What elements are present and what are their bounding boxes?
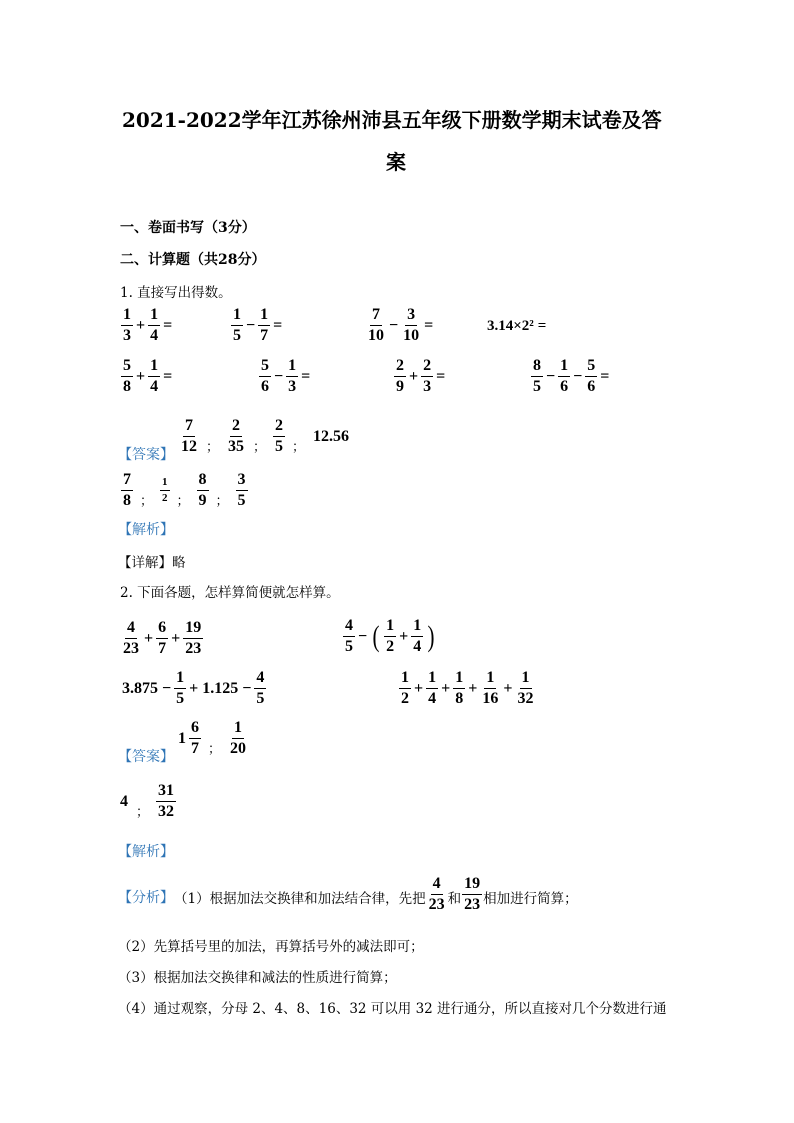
numerator: 4 xyxy=(125,620,137,639)
denominator: 5 xyxy=(237,492,246,509)
denominator: 2 xyxy=(162,492,168,504)
denominator: 8 xyxy=(123,492,131,509)
denominator: 6 xyxy=(261,378,269,395)
numerator: 1 xyxy=(258,307,270,326)
operator: = xyxy=(273,316,283,334)
operator: 4 xyxy=(120,792,128,810)
fraction xyxy=(121,307,133,344)
numerator: 1 xyxy=(484,670,496,689)
numerator: 4 xyxy=(254,670,266,689)
separator: ； xyxy=(208,741,222,756)
detail-text: 【详解】略 xyxy=(118,555,186,571)
fraction xyxy=(254,670,266,707)
fraction xyxy=(585,358,597,395)
q2-answer-row1 xyxy=(176,720,249,757)
operator: = xyxy=(424,316,434,334)
fraction xyxy=(399,670,411,707)
denominator: 16 xyxy=(482,690,499,707)
separator: ； xyxy=(292,439,306,454)
denominator: 7 xyxy=(191,740,199,757)
numerator: 1 xyxy=(148,358,160,377)
separator: ； xyxy=(253,439,267,454)
operator: + xyxy=(144,629,154,647)
operator: − xyxy=(242,679,252,697)
denominator: 10 xyxy=(403,327,420,344)
numerator: 3 xyxy=(236,472,248,491)
q1-expr xyxy=(393,358,447,395)
q1-expr xyxy=(258,358,312,395)
separator: ； xyxy=(215,493,229,508)
numerator: 1 xyxy=(399,670,411,689)
numerator: 1 xyxy=(231,307,243,326)
numerator: 2 xyxy=(273,418,285,437)
fraction xyxy=(426,876,448,913)
numerator: 7 xyxy=(121,472,133,491)
numerator: 3 xyxy=(405,307,417,326)
operator: = xyxy=(301,367,311,385)
fenxi-text: 相加进行简算； xyxy=(483,891,578,907)
fraction xyxy=(366,307,386,344)
fraction xyxy=(286,358,298,395)
numerator: 19 xyxy=(462,876,482,895)
q1-expr xyxy=(120,307,174,344)
fraction xyxy=(453,670,465,707)
operator: 12.56 xyxy=(313,427,350,445)
fraction xyxy=(516,670,536,707)
fenxi-line: （2）先算括号里的加法，再算括号外的减法即可； xyxy=(118,939,424,955)
numerator: 4 xyxy=(431,876,443,895)
operator: − xyxy=(358,627,368,645)
fraction xyxy=(160,477,170,504)
section-1-heading: 一、卷面书写（3分） xyxy=(120,220,256,236)
fenxi-line1 xyxy=(118,875,578,913)
fraction xyxy=(189,720,201,757)
denominator: 7 xyxy=(158,640,167,657)
operator: = xyxy=(600,367,610,385)
denominator: 6 xyxy=(560,378,569,395)
denominator: 4 xyxy=(413,638,422,655)
title-line2: 案 xyxy=(386,150,406,174)
numerator: 6 xyxy=(156,620,168,639)
fraction xyxy=(480,670,500,707)
q1-answer-row1 xyxy=(178,418,351,455)
denominator: 8 xyxy=(455,690,464,707)
numerator: 2 xyxy=(230,418,242,437)
numerator: 1 xyxy=(558,358,570,377)
q2-expr xyxy=(120,670,267,707)
fenxi-line: （4）通过观察，分母 2、4、8、16、32 可以用 32 进行通分，所以直接对几个分数进行通 xyxy=(118,1001,667,1017)
numerator: 5 xyxy=(121,358,133,377)
operator: − xyxy=(389,316,399,334)
denominator: 4 xyxy=(150,327,159,344)
q2-prompt: 2. 下面各题，怎样算简便就怎样算。 xyxy=(120,585,340,601)
denominator: 4 xyxy=(150,378,159,395)
denominator: 5 xyxy=(256,690,265,707)
operator: + xyxy=(171,629,181,647)
numerator: 1 xyxy=(520,670,532,689)
fraction xyxy=(258,307,270,344)
fraction xyxy=(394,358,406,395)
numerator: 7 xyxy=(370,307,382,326)
analysis-label: 【解析】 xyxy=(118,844,174,860)
fraction xyxy=(174,670,186,707)
denominator: 3 xyxy=(423,378,432,395)
numerator: 2 xyxy=(421,358,433,377)
fraction xyxy=(558,358,570,395)
fraction xyxy=(156,783,176,820)
numerator: 1 xyxy=(174,670,186,689)
numerator: 5 xyxy=(585,358,597,377)
numerator: 19 xyxy=(183,620,203,639)
denominator: 20 xyxy=(230,740,247,757)
operator: + xyxy=(136,316,146,334)
operator: + xyxy=(441,679,451,697)
numerator: 8 xyxy=(197,472,209,491)
numerator: 1 xyxy=(121,307,133,326)
numerator: 1 xyxy=(232,720,244,739)
denominator: 5 xyxy=(345,638,353,655)
separator: ； xyxy=(140,493,154,508)
numerator: 1 xyxy=(426,670,438,689)
answer-label: 【答案】 xyxy=(118,447,174,463)
denominator: 9 xyxy=(396,378,404,395)
denominator: 6 xyxy=(587,378,596,395)
denominator: 32 xyxy=(517,690,534,707)
operator: + xyxy=(503,679,513,697)
fraction xyxy=(148,307,160,344)
fraction xyxy=(197,472,209,509)
denominator: 35 xyxy=(228,438,245,455)
operator: − xyxy=(274,367,284,385)
fraction xyxy=(426,670,438,707)
denominator: 2 xyxy=(386,638,395,655)
fraction xyxy=(461,876,483,913)
q1-answer-row2 xyxy=(120,472,249,509)
denominator: 23 xyxy=(428,896,445,913)
denominator: 3 xyxy=(123,327,131,344)
operator: = xyxy=(537,318,547,334)
denominator: 23 xyxy=(185,640,202,657)
operator: − xyxy=(573,367,583,385)
section-2-heading: 二、计算题（共28分） xyxy=(120,252,266,268)
numerator: 1 xyxy=(286,358,298,377)
numerator: 31 xyxy=(156,783,176,802)
fraction xyxy=(531,358,543,395)
fraction xyxy=(427,876,447,913)
q2-expr xyxy=(398,670,537,707)
fraction xyxy=(401,307,421,344)
fraction xyxy=(343,618,355,655)
fraction xyxy=(148,358,160,395)
fraction xyxy=(421,358,433,395)
denominator: 2 xyxy=(401,690,409,707)
title-line1: 2021-2022学年江苏徐州沛县五年级下册数学期末试卷及答 xyxy=(122,108,662,132)
operator: + xyxy=(414,679,424,697)
denominator: 8 xyxy=(123,378,131,395)
operator: − xyxy=(546,367,556,385)
q1-expr xyxy=(230,307,284,344)
fraction xyxy=(228,720,248,757)
analysis-label: 【解析】 xyxy=(118,522,174,538)
denominator: 5 xyxy=(176,690,185,707)
fraction xyxy=(259,358,271,395)
denominator: 23 xyxy=(123,640,139,657)
numerator: 1 xyxy=(453,670,465,689)
q1-expr xyxy=(365,307,435,344)
denominator: 9 xyxy=(198,492,207,509)
fraction xyxy=(236,472,248,509)
operator: + xyxy=(189,679,199,697)
numerator: 7 xyxy=(183,418,195,437)
q1-expr xyxy=(485,318,548,335)
numerator: 1 xyxy=(148,307,160,326)
q1-expr xyxy=(120,358,174,395)
operator: = xyxy=(163,316,173,334)
q2-expr xyxy=(120,620,204,657)
fraction xyxy=(231,307,243,344)
fraction xyxy=(121,620,141,657)
fraction xyxy=(179,418,199,455)
operator: + xyxy=(468,679,478,697)
operator: − xyxy=(162,679,172,697)
fenxi-text: 和 xyxy=(447,891,462,907)
numerator: 2 xyxy=(394,358,406,377)
q2-expr xyxy=(342,618,438,655)
fraction xyxy=(226,418,246,455)
separator: ； xyxy=(176,493,190,508)
denominator: 3 xyxy=(288,378,297,395)
denominator: 5 xyxy=(533,378,541,395)
fraction xyxy=(411,618,423,655)
operator: − xyxy=(246,316,256,334)
numerator: 5 xyxy=(259,358,271,377)
separator: ； xyxy=(136,804,150,819)
fraction xyxy=(273,418,285,455)
separator: ； xyxy=(206,439,220,454)
operator: + xyxy=(399,627,409,645)
fraction xyxy=(183,620,203,657)
denominator: 12 xyxy=(181,438,197,455)
denominator: 4 xyxy=(428,690,437,707)
fraction xyxy=(121,472,133,509)
numerator: 8 xyxy=(531,358,543,377)
fenxi-label: 【分析】 xyxy=(118,890,174,906)
operator: ( xyxy=(372,619,380,653)
operator: 3.875 xyxy=(122,679,158,697)
fraction xyxy=(156,620,168,657)
operator: 1 xyxy=(178,729,186,747)
operator: 3.14×2² xyxy=(487,318,534,334)
numerator: 4 xyxy=(343,618,355,637)
operator: ) xyxy=(427,619,435,653)
numerator: 6 xyxy=(189,720,201,739)
denominator: 32 xyxy=(158,803,175,820)
denominator: 23 xyxy=(464,896,481,913)
fenxi-text: （1）根据加法交换律和加法结合律，先把 xyxy=(174,891,426,907)
operator: 1.125 xyxy=(202,679,239,697)
denominator: 5 xyxy=(233,327,241,344)
q1-prompt: 1. 直接写出得数。 xyxy=(120,285,232,301)
operator: + xyxy=(409,367,419,385)
denominator: 7 xyxy=(260,327,269,344)
numerator: 1 xyxy=(411,618,423,637)
answer-label: 【答案】 xyxy=(118,749,174,765)
operator: = xyxy=(163,367,173,385)
fraction xyxy=(121,358,133,395)
q1-expr xyxy=(530,358,611,395)
q2-answer-row2 xyxy=(118,783,177,820)
fraction xyxy=(384,618,396,655)
numerator: 1 xyxy=(384,618,396,637)
operator: + xyxy=(136,367,146,385)
denominator: 10 xyxy=(368,327,384,344)
operator: = xyxy=(436,367,446,385)
denominator: 5 xyxy=(275,438,284,455)
fenxi-line: （3）根据加法交换律和减法的性质进行简算； xyxy=(118,970,397,986)
numerator: 1 xyxy=(160,477,170,491)
fraction xyxy=(462,876,482,913)
